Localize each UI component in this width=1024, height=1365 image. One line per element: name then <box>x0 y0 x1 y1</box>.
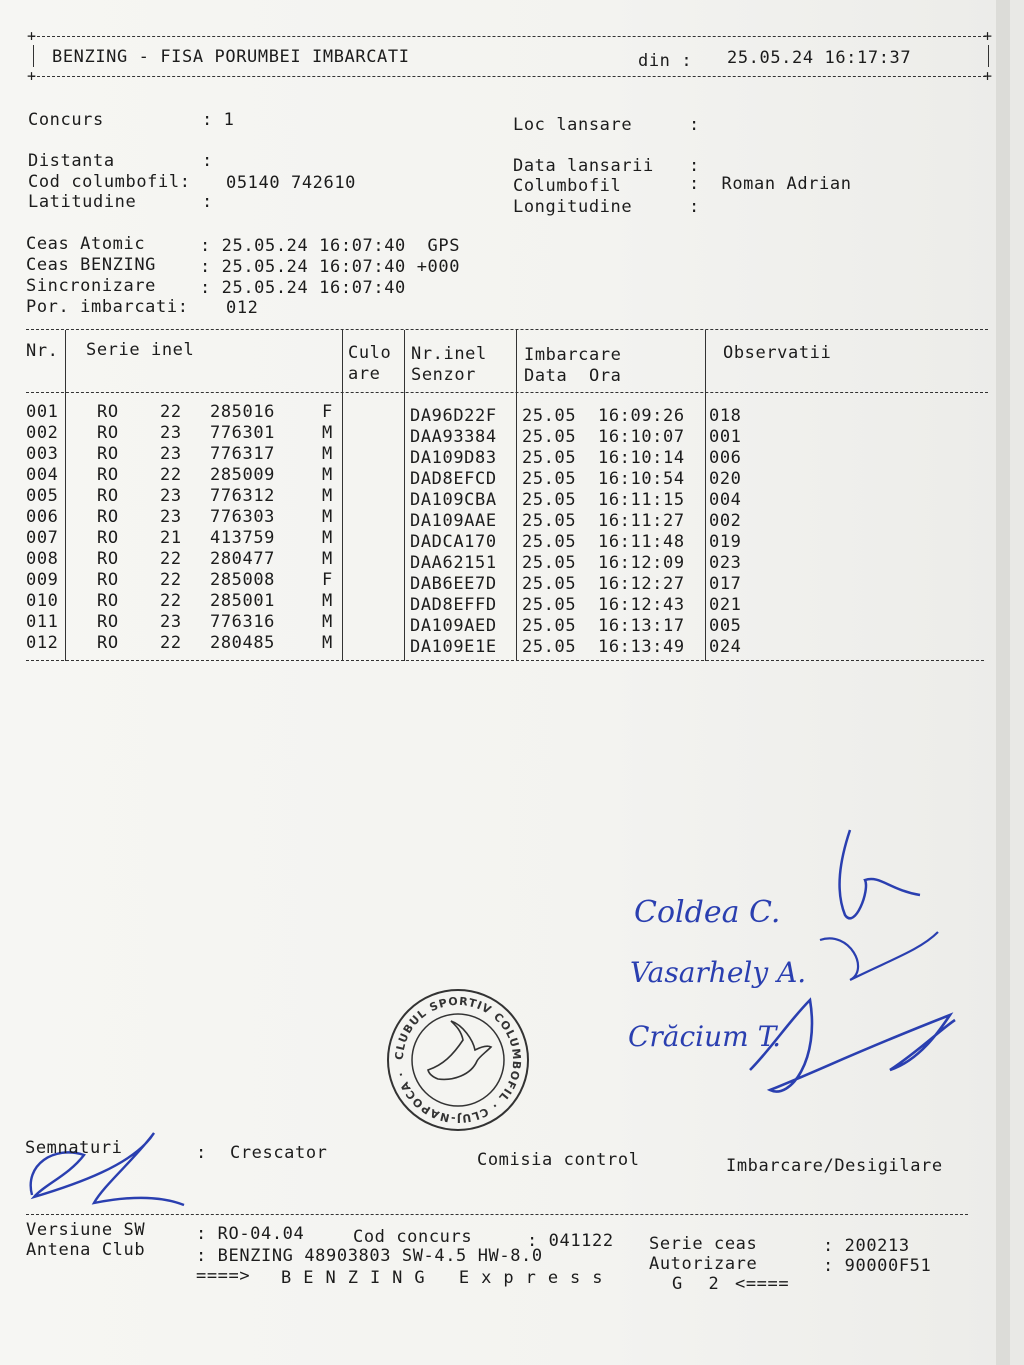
corner-mark: + <box>27 67 37 85</box>
header-nr-inel: Nr.inel <box>411 344 487 364</box>
header-bottom-rule <box>32 76 986 77</box>
header-top-rule <box>32 36 986 37</box>
cell-obs: 017 <box>709 574 742 594</box>
table-row <box>0 633 1000 657</box>
signature-craciun: Crăcium T. <box>628 1020 782 1053</box>
cell-obs: 023 <box>709 553 742 573</box>
cell-inel: 776316 <box>210 612 276 632</box>
header-right-rule <box>988 45 989 67</box>
columbofil-label: Columbofil <box>513 176 622 196</box>
concurs-label: Concurs <box>28 110 104 130</box>
signature-scribble <box>840 830 920 918</box>
cod-concurs-label: Cod concurs <box>353 1227 473 1247</box>
cell-senzor: DA109AED <box>410 616 497 636</box>
cell-senzor: DADCA170 <box>410 532 497 552</box>
concurs-value: : 1 <box>202 110 235 130</box>
cell-nr: 002 <box>26 423 59 443</box>
cell-data: 25.05 <box>522 616 577 636</box>
sincronizare-value: : 25.05.24 16:07:40 <box>200 278 406 298</box>
cell-data: 25.05 <box>522 637 577 657</box>
cell-an: 23 <box>160 486 182 506</box>
table-row <box>0 444 1000 468</box>
cell-sex: M <box>322 633 333 653</box>
cell-sex: M <box>322 549 333 569</box>
cell-senzor: DA109D83 <box>410 448 497 468</box>
cell-tara: RO <box>97 402 119 422</box>
cell-ora: 16:13:17 <box>598 616 685 636</box>
crescator-label: Crescator <box>230 1143 328 1163</box>
cell-data: 25.05 <box>522 532 577 552</box>
cell-obs: 019 <box>709 532 742 552</box>
cell-nr: 006 <box>26 507 59 527</box>
ceas-benzing-label: Ceas BENZING <box>26 255 157 275</box>
table-header-rule <box>26 392 988 393</box>
brand-arrow-right: <==== <box>735 1274 790 1294</box>
cell-sex: M <box>322 528 333 548</box>
header-imbarcare: Imbarcare <box>524 345 622 365</box>
brand-name: BENZING Express <box>281 1268 615 1288</box>
cell-ora: 16:10:14 <box>598 448 685 468</box>
cell-obs: 001 <box>709 427 742 447</box>
antena-club-value: : BENZING 48903803 SW-4.5 HW-8.0 <box>196 1246 543 1266</box>
cell-nr: 010 <box>26 591 59 611</box>
cell-tara: RO <box>97 591 119 611</box>
cell-data: 25.05 <box>522 574 577 594</box>
cell-ora: 16:10:54 <box>598 469 685 489</box>
comisia-control-label: Comisia control <box>477 1150 640 1170</box>
header-culoare-2: are <box>348 364 381 384</box>
cell-obs: 006 <box>709 448 742 468</box>
cell-senzor: DAD8EFFD <box>410 595 497 615</box>
cell-sex: F <box>322 570 333 590</box>
cell-inel: 776301 <box>210 423 276 443</box>
cell-senzor: DAA62151 <box>410 553 497 573</box>
cell-sex: M <box>322 591 333 611</box>
cell-nr: 004 <box>26 465 59 485</box>
cell-inel: 285001 <box>210 591 276 611</box>
cell-tara: RO <box>97 633 119 653</box>
data-lansarii-value: : <box>689 156 700 176</box>
cell-ora: 16:09:26 <box>598 406 685 426</box>
data-lansarii-label: Data lansarii <box>513 156 654 176</box>
serie-ceas-label: Serie ceas <box>649 1234 758 1254</box>
table-row <box>0 570 1000 594</box>
cell-senzor: DA109E1E <box>410 637 497 657</box>
semnaturi-colon: : <box>196 1143 207 1163</box>
versiune-sw-value: : RO-04.04 <box>196 1224 305 1244</box>
cell-an: 22 <box>160 633 182 653</box>
cell-an: 22 <box>160 549 182 569</box>
cell-nr: 001 <box>26 402 59 422</box>
corner-mark: + <box>27 27 37 45</box>
cell-data: 25.05 <box>522 511 577 531</box>
table-row <box>0 549 1000 573</box>
table-row <box>0 465 1000 489</box>
cell-data: 25.05 <box>522 406 577 426</box>
cell-tara: RO <box>97 570 119 590</box>
cell-tara: RO <box>97 486 119 506</box>
imbarcare-desigilare-label: Imbarcare/Desigilare <box>726 1156 943 1176</box>
cell-an: 22 <box>160 465 182 485</box>
cell-nr: 009 <box>26 570 59 590</box>
antena-club-label: Antena Club <box>26 1240 146 1260</box>
ceas-atomic-value: : 25.05.24 16:07:40 GPS <box>200 236 461 256</box>
cell-tara: RO <box>97 612 119 632</box>
cell-sex: M <box>322 486 333 506</box>
cell-nr: 003 <box>26 444 59 464</box>
versiune-sw-label: Versiune SW <box>26 1220 146 1240</box>
latitudine-label: Latitudine <box>28 192 137 212</box>
cell-senzor: DA96D22F <box>410 406 497 426</box>
ceas-atomic-label: Ceas Atomic <box>26 234 146 254</box>
cell-an: 23 <box>160 507 182 527</box>
footer-rule <box>26 1214 968 1215</box>
longitudine-label: Longitudine <box>513 197 633 217</box>
cod-columbofil-value: 05140 742610 <box>226 173 357 193</box>
header-observatii: Observatii <box>723 343 832 363</box>
cell-tara: RO <box>97 465 119 485</box>
table-row <box>0 486 1000 510</box>
cell-ora: 16:13:49 <box>598 637 685 657</box>
cell-senzor: DA109CBA <box>410 490 497 510</box>
table-row <box>0 591 1000 615</box>
cell-an: 22 <box>160 402 182 422</box>
dove-icon <box>428 1021 491 1079</box>
ceas-benzing-value: : 25.05.24 16:07:40 +000 <box>200 257 461 277</box>
cell-an: 22 <box>160 570 182 590</box>
cell-sex: M <box>322 423 333 443</box>
cell-data: 25.05 <box>522 490 577 510</box>
cell-obs: 024 <box>709 637 742 657</box>
autorizare-label: Autorizare <box>649 1254 758 1274</box>
longitudine-value: : <box>689 197 700 217</box>
cell-sex: M <box>322 444 333 464</box>
cell-an: 23 <box>160 444 182 464</box>
cell-senzor: DA109AAE <box>410 511 497 531</box>
corner-mark: + <box>983 67 993 85</box>
cell-obs: 002 <box>709 511 742 531</box>
cell-data: 25.05 <box>522 553 577 573</box>
distanta-label: Distanta <box>28 151 115 171</box>
header-senzor: Senzor <box>411 365 477 385</box>
signature-scribble <box>820 932 938 980</box>
cell-obs: 018 <box>709 406 742 426</box>
cod-concurs-value: : 041122 <box>527 1231 614 1251</box>
corner-mark: + <box>983 27 993 45</box>
por-imbarcati-value: 012 <box>226 298 259 318</box>
header-data-ora: Data Ora <box>524 366 622 386</box>
cell-inel: 285008 <box>210 570 276 590</box>
semnaturi-label: Semnaturi <box>25 1138 123 1158</box>
loc-lansare-value: : <box>689 115 700 135</box>
latitudine-value: : <box>202 192 213 212</box>
cell-inel: 285009 <box>210 465 276 485</box>
cell-inel: 776303 <box>210 507 276 527</box>
header-culoare: Culo <box>348 343 392 363</box>
print-date-label: din : <box>638 51 693 71</box>
cod-columbofil-label: Cod columbofil: <box>28 172 191 192</box>
cell-an: 22 <box>160 591 182 611</box>
table-row <box>0 528 1000 552</box>
cell-senzor: DAB6EE7D <box>410 574 497 594</box>
loc-lansare-label: Loc lansare <box>513 115 633 135</box>
cell-nr: 008 <box>26 549 59 569</box>
signature-coldea: Coldea C. <box>634 895 781 930</box>
distanta-value: : <box>202 151 213 171</box>
por-imbarcati-label: Por. imbarcati: <box>26 297 189 317</box>
cell-sex: M <box>322 465 333 485</box>
cell-ora: 16:12:09 <box>598 553 685 573</box>
table-row <box>0 507 1000 531</box>
cell-inel: 413759 <box>210 528 276 548</box>
cell-tara: RO <box>97 423 119 443</box>
cell-tara: RO <box>97 444 119 464</box>
cell-data: 25.05 <box>522 469 577 489</box>
cell-nr: 011 <box>26 612 59 632</box>
brand-model: G 2 <box>672 1274 727 1294</box>
cell-obs: 021 <box>709 595 742 615</box>
cell-sex: F <box>322 402 333 422</box>
stamp-text: CLUBUL SPORTIV COLUMBOFIL · CLUJ-NAPOCA · <box>392 994 524 1126</box>
cell-ora: 16:10:07 <box>598 427 685 447</box>
header-serie-inel: Serie inel <box>86 340 195 360</box>
cell-ora: 16:11:15 <box>598 490 685 510</box>
cell-ora: 16:11:27 <box>598 511 685 531</box>
table-row <box>0 612 1000 636</box>
cell-sex: M <box>322 612 333 632</box>
cell-an: 23 <box>160 423 182 443</box>
cell-senzor: DAA93384 <box>410 427 497 447</box>
columbofil-value: : Roman Adrian <box>689 174 852 194</box>
table-bottom-rule <box>26 660 984 661</box>
document-title: BENZING - FISA PORUMBEI IMBARCATI <box>52 47 410 67</box>
table-row <box>0 402 1000 426</box>
cell-nr: 012 <box>26 633 59 653</box>
sincronizare-label: Sincronizare <box>26 276 157 296</box>
cell-nr: 005 <box>26 486 59 506</box>
cell-inel: 285016 <box>210 402 276 422</box>
header-left-rule <box>33 45 34 67</box>
autorizare-value: : 90000F51 <box>823 1256 932 1276</box>
header-nr: Nr. <box>26 341 59 361</box>
cell-obs: 004 <box>709 490 742 510</box>
club-stamp <box>383 985 533 1135</box>
table-top-rule <box>26 329 988 330</box>
cell-data: 25.05 <box>522 595 577 615</box>
page-edge <box>996 0 1010 1365</box>
print-date-value: 25.05.24 16:17:37 <box>727 48 912 68</box>
cell-an: 23 <box>160 612 182 632</box>
cell-inel: 280477 <box>210 549 276 569</box>
cell-tara: RO <box>97 507 119 527</box>
cell-inel: 776317 <box>210 444 276 464</box>
cell-ora: 16:12:43 <box>598 595 685 615</box>
cell-obs: 020 <box>709 469 742 489</box>
cell-data: 25.05 <box>522 448 577 468</box>
cell-tara: RO <box>97 549 119 569</box>
cell-inel: 776312 <box>210 486 276 506</box>
table-row <box>0 423 1000 447</box>
cell-inel: 280485 <box>210 633 276 653</box>
serie-ceas-value: : 200213 <box>823 1236 910 1256</box>
committee-signatures <box>620 820 980 1120</box>
cell-nr: 007 <box>26 528 59 548</box>
cell-obs: 005 <box>709 616 742 636</box>
cell-ora: 16:11:48 <box>598 532 685 552</box>
brand-arrow-left: ====> <box>196 1266 251 1286</box>
cell-data: 25.05 <box>522 427 577 447</box>
cell-tara: RO <box>97 528 119 548</box>
cell-sex: M <box>322 507 333 527</box>
signature-vasarhely: Vasarhely A. <box>630 956 807 989</box>
cell-ora: 16:12:27 <box>598 574 685 594</box>
cell-an: 21 <box>160 528 182 548</box>
cell-senzor: DAD8EFCD <box>410 469 497 489</box>
